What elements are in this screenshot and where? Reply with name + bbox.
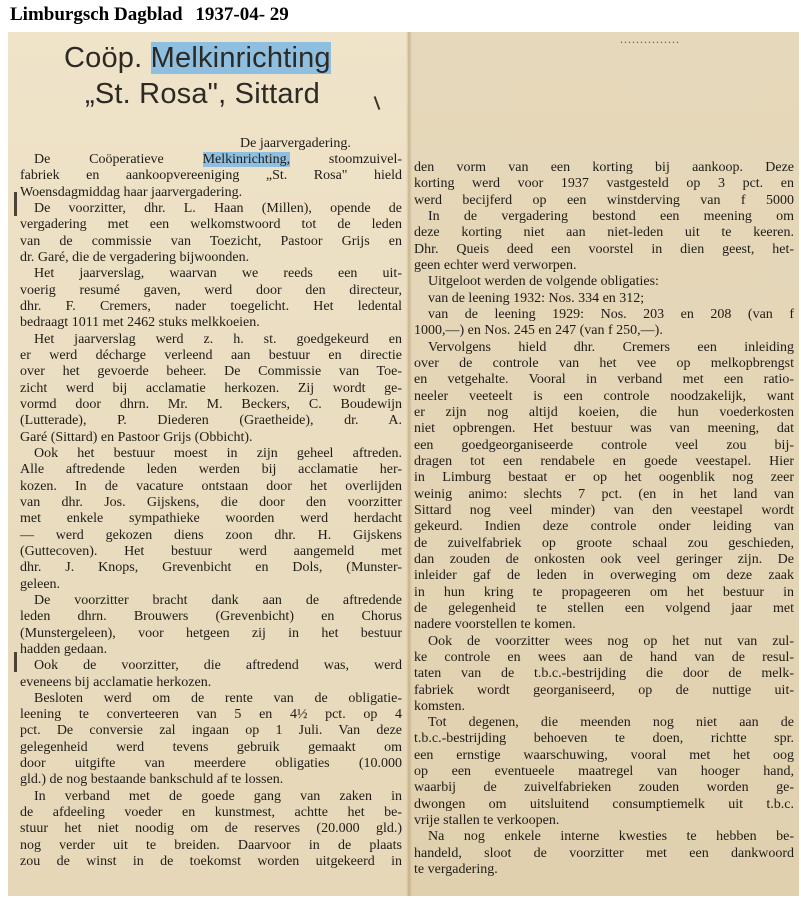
article-line: stuur het niet noodig om de reserves (20.000 gld.) <box>20 821 402 837</box>
article-line: Uitgeloot werden de volgende obligaties: <box>428 274 659 290</box>
article-line: (Munstergeleen), voor hetgeen zij in het bestuur <box>20 625 402 641</box>
article-line: met enkele sympathieke woorden werd herdacht <box>20 511 402 527</box>
article-line: leden dhrn. Brouwers (Grevenbicht) en Chorus <box>20 609 402 625</box>
article-line: voerig resumé gaven, werd door den directeur, <box>20 282 402 298</box>
article-line: op een eventueele maatregel van hooger hand, <box>414 764 794 780</box>
article-line: fabriek en aankoopvereeniging „St. Rosa" hield <box>20 168 402 184</box>
article-line: van dhr. Jos. Gijskens, die door den voorzitter <box>20 494 402 510</box>
article-line: een goedgeorganiseerde controle veel zou bij- <box>414 437 794 453</box>
article-line: dragen tot een rendabele en goede veestapel. Hier <box>414 453 794 469</box>
article-line: — werd gekozen diens zoon dhr. H. Gijskens <box>20 527 402 543</box>
article-line: De voorzitter, dhr. L. Haan (Millen), opende de <box>34 200 402 216</box>
article-line: geen echter werd verworpen. <box>414 257 577 273</box>
article-line: Het jaarverslag, waarvan we reeds een uit- <box>34 266 402 282</box>
title-highlight: Melkinrichting <box>150 42 331 74</box>
article-line: er werd décharge verleend aan bestuur en directie <box>20 347 402 363</box>
article-line: dr. Garé, die de vergadering bijwoonden. <box>20 249 250 265</box>
paper-fold <box>406 32 412 896</box>
article-line: Vervolgens hield dhr. Cremers een inleiding <box>428 339 794 355</box>
article-line: Woensdagmiddag haar jaarvergadering. <box>20 184 243 200</box>
left-column-lines <box>20 168 402 870</box>
article-line: van de leening 1929: Nos. 203 en 208 (van f <box>428 306 794 322</box>
article-line: door uitgifte van meerdere obligaties (10.000 <box>20 756 402 772</box>
article-line: nadere voorstellen te komen. <box>414 617 576 633</box>
article-line: korting werd voor 1937 vastgesteld op 3 pct. en <box>414 176 794 192</box>
article-line: vrije stallen te verkoopen. <box>414 813 560 829</box>
article-line: neeler veeteelt is een controle noodzakelijk, want <box>414 388 794 404</box>
article-line: er zijn nog altijd koeien, die hun voederkosten <box>414 404 794 420</box>
article-line: dhr. J. Knops, Grevenbicht en Dols, (Munster- <box>20 560 402 576</box>
article-line: werd becijferd op een winstderving van f 5000 <box>414 192 794 208</box>
article-line: geleen. <box>20 576 61 592</box>
body-highlight: Melkinrichting, <box>202 152 291 167</box>
article-line: gelegenheid werd tevens gebruik gemaakt om <box>20 739 402 755</box>
article-line: dhr. F. Cremers, nader toegelicht. Het ledental <box>20 298 402 314</box>
article-line: In verband met de goede gang van zaken in <box>34 788 402 804</box>
article-line: nog verder uit te breiden. Daarvoor in de plaats <box>20 837 402 853</box>
article-line: eveneens bij acclamatie herkozen. <box>20 674 212 690</box>
article-line: dwongen om uitsluitend consumptiemelk uit t.b.c. <box>414 796 794 812</box>
article-line: ke controle en wees aan de hand van de resul- <box>414 649 794 665</box>
article-line: leening te converteeren van 5 en 4½ pct. op 4 <box>20 707 402 723</box>
article-line: pct. De conversie zal ingaan op 1 Juli. Van deze <box>20 723 402 739</box>
article-line: te vergadering. <box>414 862 498 878</box>
article-line: over het gevoerde beheer. De Commissie van Toe- <box>20 364 402 380</box>
article-line: de zuivelfabriek op groote schaal zou geschieden, <box>414 535 794 551</box>
left-column <box>20 152 402 870</box>
page-header <box>10 4 289 30</box>
article-line: Ook de voorzitter, die aftredend was, werd <box>34 658 402 674</box>
newspaper-name: Limburgsch Dagblad <box>10 4 183 25</box>
article-line: taten van de t.b.c.-bestrijding die door de melk- <box>414 666 794 682</box>
right-column-lines <box>414 160 794 878</box>
article-line: In de vergadering bestond een meening om <box>428 208 794 224</box>
article-line: Dhr. Queis deed een voorstel in dien geest, het- <box>414 241 794 257</box>
article-line: van de leening 1932: Nos. 334 en 312; <box>428 290 645 306</box>
article-line: Besloten werd om de rente van de obligatie- <box>34 690 402 706</box>
article-line: vergadering met een welkomstwoord tot de leden <box>20 217 402 233</box>
article-line: Na nog enkele interne kwesties te hebben be- <box>428 829 794 845</box>
margin-mark <box>14 192 17 216</box>
article-line: zou de winst in de toekomst worden uitgekeerd in <box>20 854 402 870</box>
article-line: vormd door dhrn. Mr. M. Beckers, C. Boudewijn <box>20 396 402 412</box>
article-line: de afdeeling voeder en kunstmest, achtte het be- <box>20 805 402 821</box>
article-line: in hun kring te propageeren om het bestuur in <box>414 584 794 600</box>
article-line: in Limburg bestaat er op het oogenblik nog zeer <box>414 470 794 486</box>
article-line: weinig animo: slechts 7 pct. (en in het land van <box>414 486 794 502</box>
article-line: (Lutterade), P. Diederen (Graetheide), dr. A. <box>20 413 402 429</box>
article-line: deze korting niet aan niet-leden uit te keeren. <box>414 225 794 241</box>
margin-mark <box>14 652 17 672</box>
article-line: fabriek wordt georganiseerd, op de nuttige uit- <box>414 682 794 698</box>
article-line: Ook het bestuur moest in zijn geheel aftreden. <box>34 445 402 461</box>
article-line: De voorzitter bracht dank aan de aftredende <box>34 592 402 608</box>
article-line: gekeurd. Indien deze controle onder leiding van <box>414 519 794 535</box>
article-line: over de controle van het vee op melkopbrengst <box>414 355 794 371</box>
article-line: Het jaarverslag werd z. h. st. goedgekeurd en <box>34 331 402 347</box>
article-title-line2: „St. Rosa", Sittard <box>85 78 320 110</box>
publication-date: 1937-04- 29 <box>195 4 289 25</box>
article-line: en vetgehalte. Vooral in verband met een ratio- <box>414 372 794 388</box>
article-line: de gelegenheid te stellen een volgend jaar met <box>414 600 794 616</box>
article-line: waarbij de zuivelfabrieken zouden worden ge- <box>414 780 794 796</box>
article-line: t.b.c.-bestrijding behoeven te doen, richtte spr. <box>414 731 794 747</box>
title-prefix: Coöp. <box>64 42 143 74</box>
article-line: Alle aftredende leden werden bij acclamatie her- <box>20 462 402 478</box>
article-line: Garé (Sittard) en Pastoor Grijs (Obbicht). <box>20 429 253 445</box>
article-line: Sittard nog veel minder) van den veestapel wordt <box>414 502 794 518</box>
article-line-first: De Coöperatieve Melkinrichting, stoomzuivel- <box>34 152 403 167</box>
article-line: bedraagt 1011 met 2462 stuks melkkoeien. <box>20 315 260 331</box>
right-column <box>414 160 794 878</box>
article-line: van de commissie van Toezicht, Pastoor Grijs en <box>20 233 402 249</box>
article-line: komsten. <box>414 698 465 714</box>
section-heading: De jaarvergadering. <box>240 136 351 151</box>
article-line: kozen. In de vacature ontstaan door het overlijden <box>20 478 402 494</box>
article-line: inleider gaf de leden in overweging om deze zaak <box>414 568 794 584</box>
article-line: gld.) de nog bestaande bankschuld af te lossen. <box>20 772 284 788</box>
article-line: niet opbrengen. Het bestuur was van meening, dat <box>414 421 794 437</box>
article-line: dan zouden de onkosten ook veel geringer zijn. De <box>414 551 794 567</box>
article-line: Tot degenen, die meenden nog niet aan de <box>428 715 794 731</box>
article-line: den vorm van een korting bij aankoop. Deze <box>414 160 794 175</box>
article-line: (Guttecoven). Het bestuur werd aangemeld met <box>20 543 402 559</box>
article-line: een ernstige waarschuwing, vooral met het oog <box>414 747 794 763</box>
article-line: handeld, sloot de voorzitter met een dankwoord <box>414 845 794 861</box>
top-fragment-text: ............... <box>620 32 680 46</box>
article-title-line1 <box>64 42 331 75</box>
newspaper-clipping <box>8 32 799 896</box>
article-line: 1000,—) en Nos. 245 en 247 (van f 250,—). <box>414 323 663 339</box>
article-line: hadden gedaan. <box>20 641 108 657</box>
article-line: Ook de voorzitter wees nog op het nut van zul- <box>428 633 794 649</box>
article-line: zicht werd bij acclamatie herkozen. Zij wordt ge- <box>20 380 402 396</box>
